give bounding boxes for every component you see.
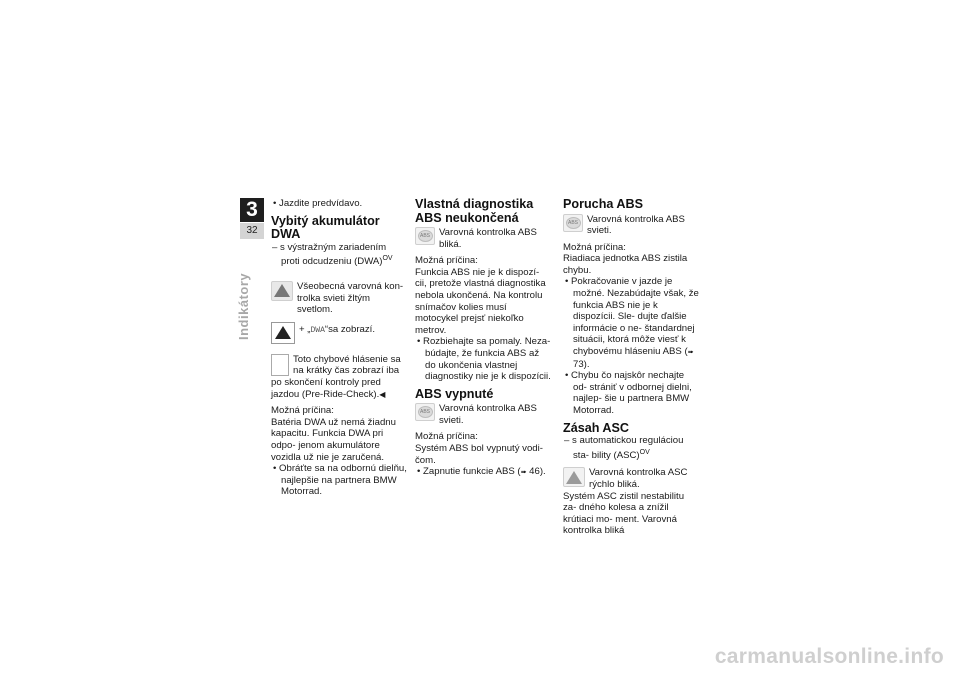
general-warning-text: Všeobecná varovná kon- trolka svieti žltým svetlom.: [297, 280, 404, 316]
heading-abs-diagnosis: Vlastná diagnostika ABS neukončená: [415, 197, 534, 225]
message-text: Toto chybové hlásenie sa na krátky čas zobrazí iba: [293, 353, 401, 377]
hint-triangle-icon: [271, 354, 289, 376]
heading-dwa-battery: Vybitý akumulátor DWA: [271, 213, 380, 242]
cause-label: Možná príčina:: [271, 405, 334, 417]
column-1: • Jazdite predvídavo. Vybitý akumulátor DWA – s výstražným zariadením proti odcudzeniu (DWA)$^{OV}$ Všeobecná varovná kon- trolka svieti žltým svetlom. + „DWA“sa zobrazí. Toto chybové hlásenie sa na krátky čas zobrazí iba po skončení kontroly pred jazdou (Pre-Ride-Check).◀ Možná príčina: Batéria DWA už nemá žiadnu kapacitu. Funkcia DWA pri odpo- jenom akumulátore vozidla už nie je zaručená. • Obráťte sa na odbornú dielňu, najlepšie na partnera BMW Motorrad.: [271, 198, 407, 498]
chapter-number-tab: 3: [240, 198, 264, 222]
page-ref-arrow-icon: ➠: [687, 349, 694, 357]
warning-triangle-icon: [271, 281, 293, 301]
abs-lamp-row: ABS Varovná kontrolka ABS svieti.: [415, 403, 551, 426]
cause-text: Systém ABS bol vypnutý vodi- čom.: [415, 443, 543, 466]
list-item: • Chybu čo najskôr nechajte od- strániť v odbornej dielni, najlep- šie u partnera BMW Motorrad.: [565, 370, 692, 416]
abs-lamp-icon: ABS: [563, 214, 583, 232]
abs-lamp-row: ABS Varovná kontrolka ABS bliká.: [415, 227, 551, 250]
page-ref-arrow-icon: ➠: [520, 469, 527, 477]
column-2: [415, 198, 551, 479]
heading-abs-fault: Porucha ABS: [563, 197, 644, 211]
display-message-row: + „DWA“sa zobrazí.: [271, 322, 407, 344]
cause-text: Funkcia ABS nie je k dispozí- cii, pretože vlastná diagnostika nebola ukončená. Na kontrolu snímačov kolies musí motocykel prejsť niekoľko metrov.: [415, 266, 546, 336]
equipment-note: – s výstražným zariadením proti odcudzeniu (DWA)$^{OV}$: [272, 241, 393, 268]
chapter-title-vertical: Indikátory: [236, 272, 251, 340]
asc-warning-icon: [563, 467, 585, 487]
list-item: • Obráťte sa na odbornú dielňu, najlepšie na partnera BMW Motorrad.: [273, 463, 407, 498]
page-ref-link[interactable]: 46).: [529, 466, 546, 478]
cause-label: Možná príčina:: [415, 431, 478, 443]
warning-triangle-icon: [271, 322, 295, 344]
asc-lamp-row: Varovná kontrolka ASC rýchlo bliká.: [563, 467, 699, 490]
short-message-row: [271, 354, 407, 377]
equipment-note: – s automatickou reguláciou sta- bility (ASC)$^{OV}$: [564, 435, 684, 461]
list-item: • Pokračovanie v jazde je možné. Nezabúdajte však, že funkcia ABS nie je k dispozícii. Sle- dujte ďalšie informácie o ne- štandardnej situácii, ktorá môže viesť k chybovému hláseniu ABS (➠ 73).: [565, 276, 699, 370]
page-ref-link[interactable]: 73).: [573, 358, 590, 370]
asc-text: Systém ASC zistil nestabilitu za- dného kolesa a znížil krútiaci mo- ment. Varovná kontrolka bliká: [563, 490, 685, 537]
page-number: 32: [240, 223, 264, 239]
abs-lamp-icon: ABS: [415, 227, 435, 245]
abs-lamp-row: ABS Varovná kontrolka ABS svieti.: [563, 214, 699, 237]
heading-abs-off: ABS vypnuté: [415, 386, 494, 401]
end-mark: ◀: [379, 389, 386, 399]
cause-text: Batéria DWA už nemá žiadnu kapacitu. Funkcia DWA pri odpo- jenom akumulátore vozidla už nie je zaručená.: [271, 416, 396, 463]
display-code: DWA: [310, 325, 325, 335]
watermark: carmanualsonline.info: [714, 645, 944, 668]
cause-text: Riadiaca jednotka ABS zistila chybu.: [563, 253, 688, 276]
general-warning-row: [271, 281, 407, 316]
abs-lamp-icon: ABS: [415, 403, 435, 421]
column-3: [563, 198, 699, 537]
cause-label: Možná príčina:: [415, 255, 478, 267]
heading-asc: Zásah ASC: [563, 420, 630, 435]
list-item: • Rozbiehajte sa pomaly. Neza- búdajte, že funkcia ABS až do ukončenia vlastnej diagnostiky nie je k dispozícii.: [417, 336, 551, 383]
list-item: • Zapnutie funkcie ABS (➠ 46).: [417, 466, 546, 478]
list-item: • Jazdite predvídavo.: [273, 198, 363, 209]
cause-label: Možná príčina:: [563, 241, 626, 253]
